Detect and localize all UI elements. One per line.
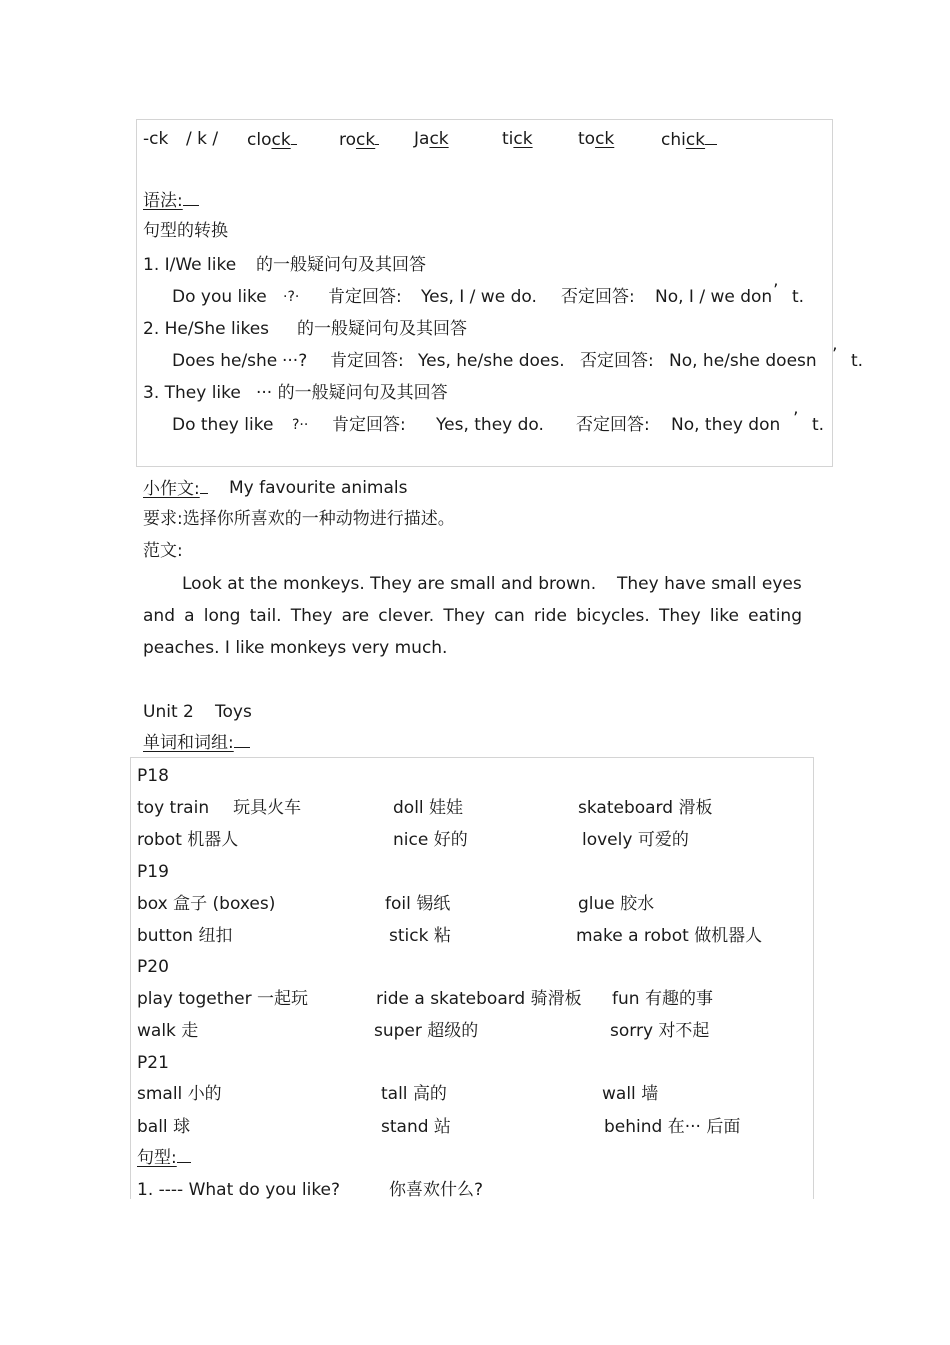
page-number: P18	[137, 766, 169, 786]
sample-line: peaches. I like monkeys very much.	[143, 638, 448, 658]
positive-label: 肯定回答:	[330, 351, 404, 371]
sample-line: They have small eyes	[617, 574, 802, 594]
positive-answer: Yes, they do.	[436, 415, 544, 435]
vocab-item: robot 机器人	[137, 830, 239, 850]
grammar-item-title: 2. He/She likes	[143, 319, 270, 339]
grammar-heading: 语法:	[143, 190, 199, 211]
composition-title: My favourite animals	[229, 478, 408, 498]
vocab-item: stick 粘	[389, 926, 451, 946]
vocab-item: nice 好的	[393, 830, 468, 850]
vocab-item: tall 高的	[381, 1084, 447, 1104]
vocab-item: wall 墙	[602, 1084, 659, 1104]
grammar-question: Does he/she	[172, 351, 278, 371]
vocab-item: behind 在··· 后面	[604, 1117, 741, 1137]
pattern-label: 句型:	[137, 1147, 191, 1168]
grammar-question-mark: ·?·	[283, 289, 300, 305]
sample-line: Look at the monkeys. They are small and brown.	[182, 574, 597, 594]
vocab-item: box 盒子 (boxes)	[137, 894, 276, 914]
vocab-item: glue 胶水	[578, 894, 655, 914]
phonics-word: Jack	[414, 129, 449, 149]
grammar-item-note: 的一般疑问句及其回答	[297, 319, 467, 339]
phonics-pattern: -ck	[143, 129, 169, 149]
negative-answer: No, he/she doesn	[669, 351, 817, 371]
phonics-word: tick	[502, 129, 533, 149]
apostrophe: ’	[832, 345, 838, 365]
negative-label: 否定回答:	[580, 351, 654, 371]
vocab-item: walk 走	[137, 1021, 199, 1041]
vocab-item: make a robot 做机器人	[576, 926, 763, 946]
negative-label: 否定回答:	[561, 287, 635, 307]
vocab-item: lovely 可爱的	[582, 830, 689, 850]
vocab-item: sorry 对不起	[610, 1021, 710, 1041]
vocab-item: doll 娃娃	[393, 798, 464, 818]
vocab-item: foil 锡纸	[385, 894, 451, 914]
vocab-item: super 超级的	[374, 1021, 479, 1041]
vocab-item: ride a skateboard 骑滑板	[376, 989, 582, 1009]
grammar-subheading: 句型的转换	[143, 221, 228, 241]
phonics-word: clock	[247, 129, 297, 150]
grammar-item-note: 的一般疑问句及其回答	[256, 255, 426, 275]
apostrophe: ’	[793, 409, 799, 429]
grammar-question: Do you like	[172, 287, 267, 307]
negative-answer-end: t.	[812, 415, 825, 435]
page-number: P20	[137, 957, 169, 977]
positive-answer: Yes, he/she does.	[418, 351, 565, 371]
page-number: P19	[137, 862, 169, 882]
negative-label: 否定回答:	[576, 415, 650, 435]
vocab-item: fun 有趣的事	[612, 989, 713, 1009]
negative-answer-end: t.	[792, 287, 805, 307]
vocab-item: button 纽扣	[137, 926, 233, 946]
positive-label: 肯定回答:	[328, 287, 402, 307]
negative-answer: No, I / we don	[655, 287, 773, 307]
pattern-sentence: 1. ---- What do you like?	[137, 1180, 341, 1200]
sample-label: 范文:	[143, 541, 183, 561]
grammar-question-mark: ?··	[292, 417, 309, 433]
apostrophe: ’	[773, 281, 779, 301]
vocab-item: ball 球	[137, 1117, 191, 1137]
phonics-word: rock	[339, 129, 379, 150]
vocab-item: skateboard 滑板	[578, 798, 713, 818]
vocab-item: play together 一起玩	[137, 989, 309, 1009]
grammar-item-note: ··· 的一般疑问句及其回答	[256, 383, 448, 403]
vocab-label: 单词和词组:	[143, 732, 250, 753]
vocab-item: toy train 玩具火车	[137, 798, 302, 818]
grammar-item-title: 1. I/We like	[143, 255, 237, 275]
positive-label: 肯定回答:	[332, 415, 406, 435]
composition-label: 小作文:	[143, 478, 208, 499]
grammar-question-mark: ···?	[282, 351, 308, 371]
pattern-translation: 你喜欢什么?	[389, 1180, 484, 1200]
page-number: P21	[137, 1053, 169, 1073]
phonics-sound: / k /	[186, 129, 219, 149]
grammar-question: Do they like	[172, 415, 274, 435]
grammar-item-title: 3. They like	[143, 383, 241, 403]
unit-title: Toys	[215, 702, 252, 722]
negative-answer-end: t.	[851, 351, 864, 371]
phonics-word: tock	[578, 129, 615, 149]
sample-line: and a long tail. They are clever. They can ride bicycles. They like eating	[143, 606, 802, 626]
composition-requirement: 要求:选择你所喜欢的一种动物进行描述。	[143, 509, 455, 529]
vocab-item: small 小的	[137, 1084, 222, 1104]
negative-answer: No, they don	[671, 415, 781, 435]
unit-number: Unit 2	[143, 702, 194, 722]
positive-answer: Yes, I / we do.	[421, 287, 537, 307]
vocab-item: stand 站	[381, 1117, 451, 1137]
phonics-word: chick	[661, 129, 717, 150]
